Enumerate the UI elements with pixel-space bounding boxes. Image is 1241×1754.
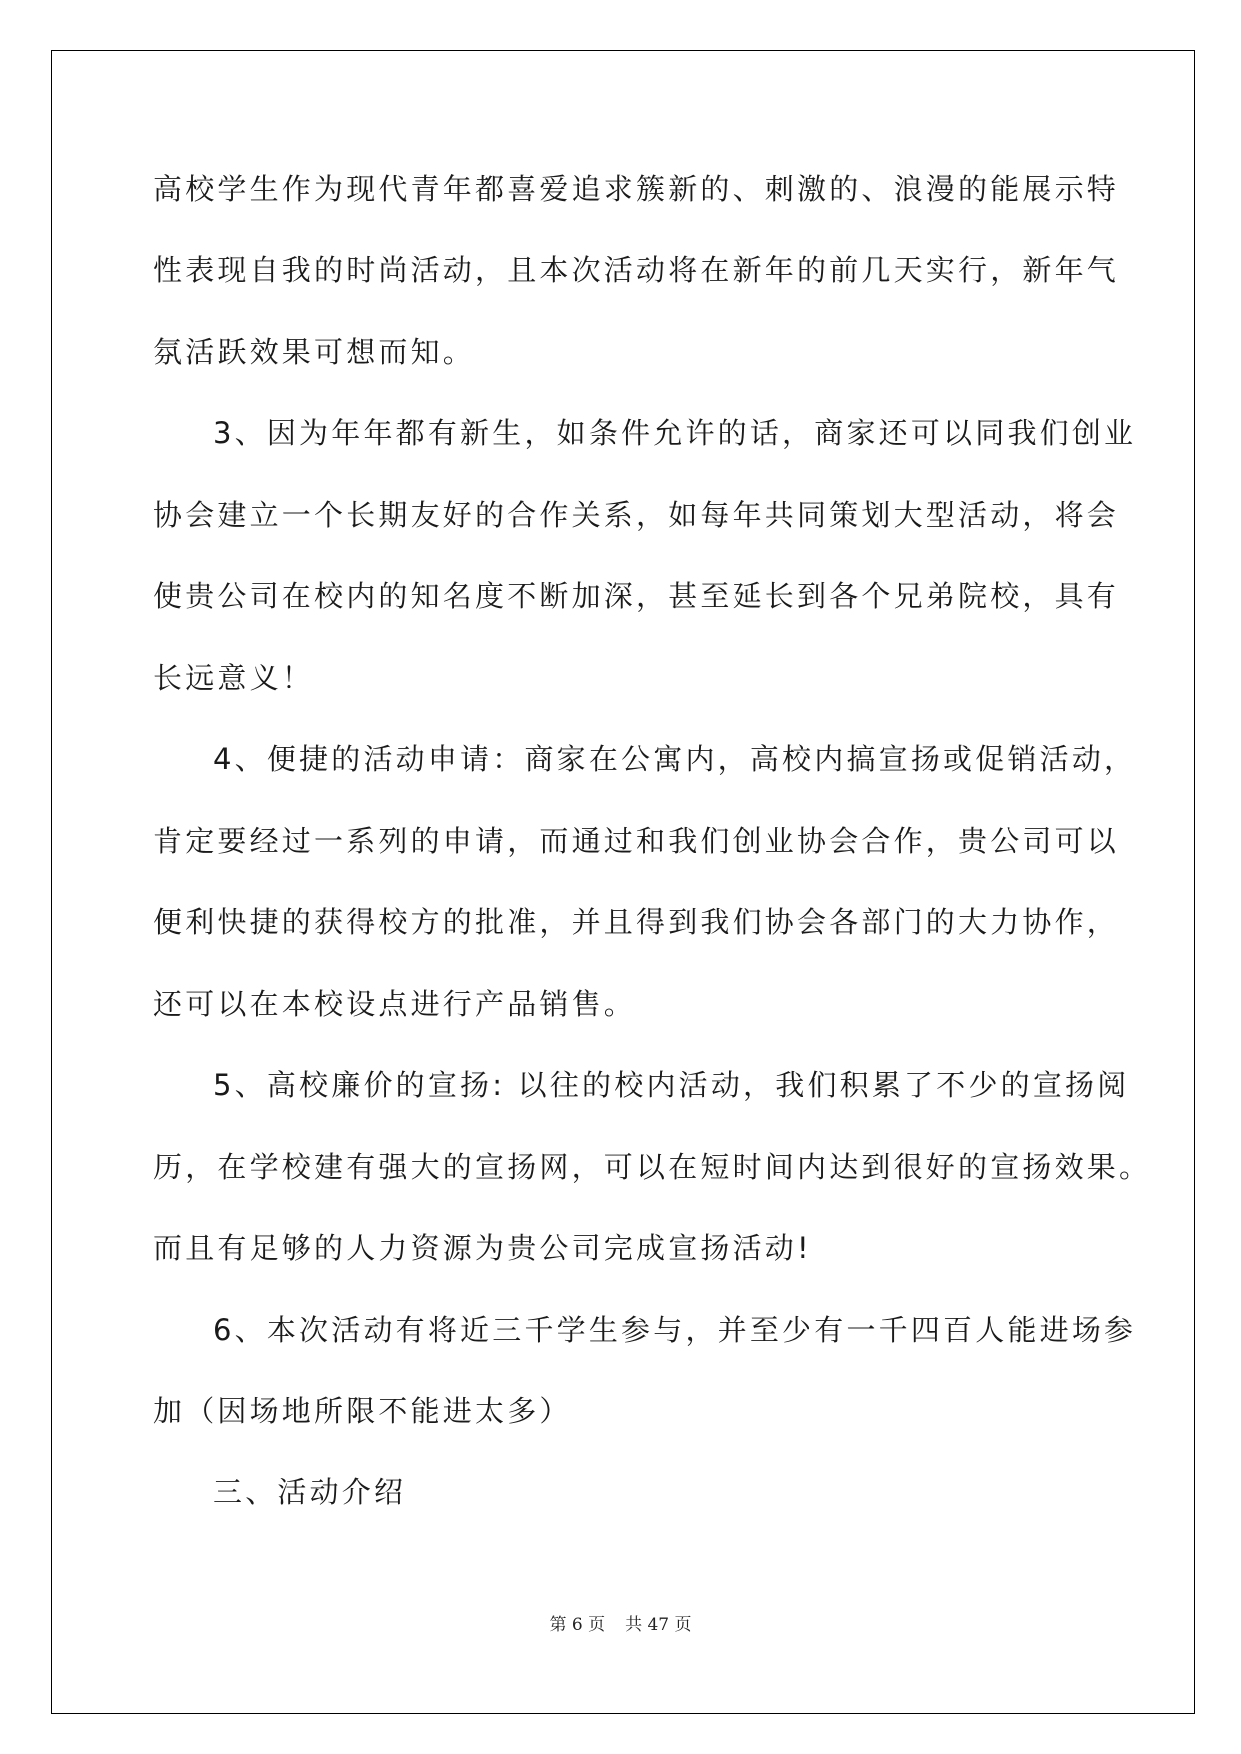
text-line: 性表现自我的时尚活动，且本次活动将在新年的前几天实行，新年气 <box>153 253 1120 287</box>
page-footer <box>0 1610 1241 1635</box>
text-line: 而且有足够的人力资源为贵公司完成宣扬活动! <box>153 1231 812 1265</box>
text-line: 协会建立一个长期友好的合作关系，如每年共同策划大型活动，将会 <box>153 498 1120 532</box>
text-line: 历，在学校建有强大的宣扬网，可以在短时间内达到很好的宣扬效果。 <box>153 1150 1152 1184</box>
page-number: 第 6 页 <box>549 1615 606 1635</box>
text-line: 长远意义！ <box>153 661 315 695</box>
text-line: 肯定要经过一系列的申请，而通过和我们创业协会合作，贵公司可以 <box>153 824 1120 858</box>
text-line: 6、本次活动有将近三千学生参与，并至少有一千四百人能进场参 <box>213 1313 1137 1347</box>
text-line: 5、高校廉价的宣扬: 以往的校内活动，我们积累了不少的宣扬阅 <box>213 1068 1130 1102</box>
text-line: 便利快捷的获得校方的批准，并且得到我们协会各部门的大力协作， <box>153 905 1120 939</box>
text-line: 还可以在本校设点进行产品销售。 <box>153 987 637 1021</box>
text-line: 高校学生作为现代青年都喜爱追求簇新的、刺激的、浪漫的能展示特 <box>153 172 1120 206</box>
text-line: 4、便捷的活动申请：商家在公寓内，高校内搞宣扬或促销活动， <box>213 742 1137 776</box>
section-heading: 三、活动介绍 <box>213 1475 407 1509</box>
text-line: 使贵公司在校内的知名度不断加深，甚至延长到各个兄弟院校，具有 <box>153 579 1120 613</box>
page-frame <box>51 50 1195 1714</box>
text-line: 3、因为年年都有新生，如条件允许的话，商家还可以同我们创业 <box>213 416 1137 450</box>
text-line: 氛活跃效果可想而知。 <box>153 335 476 369</box>
text-line: 加（因场地所限不能进太多） <box>153 1394 572 1428</box>
page-total: 共 47 页 <box>625 1615 692 1635</box>
